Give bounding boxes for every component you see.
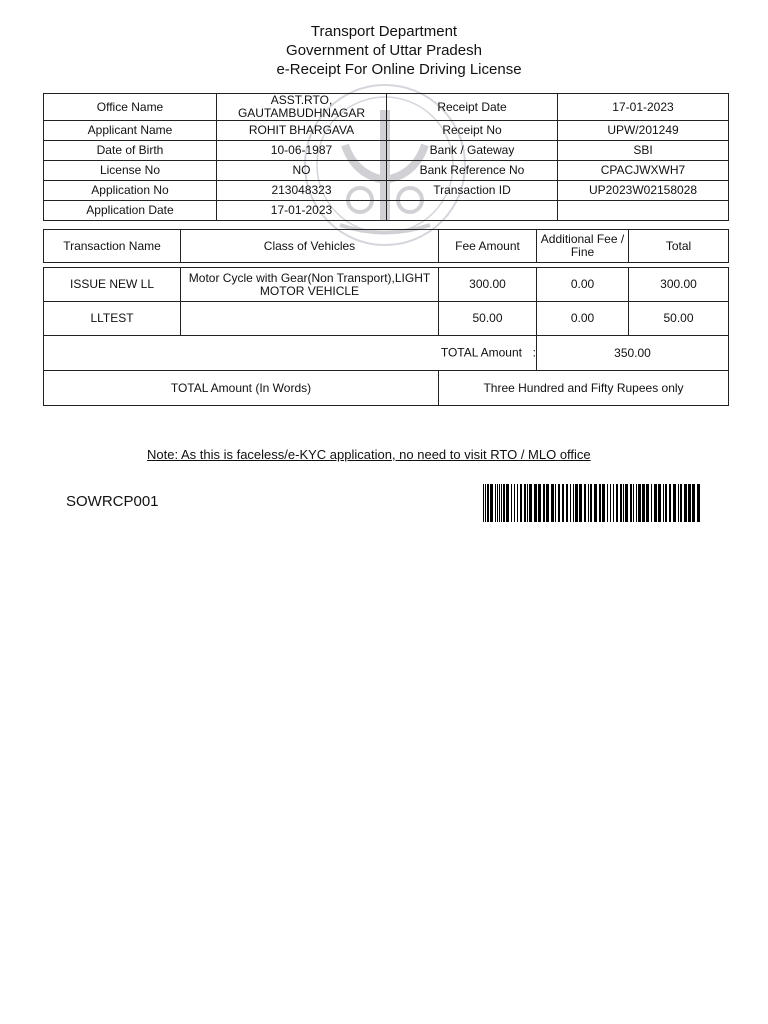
info-value: 17-01-2023 (217, 201, 387, 221)
info-label: Applicant Name (44, 121, 217, 141)
info-value: UPW/201249 (558, 121, 729, 141)
vehicle-class-cell (181, 302, 439, 336)
info-row (44, 94, 729, 121)
info-value: ROHIT BHARGAVA (217, 121, 387, 141)
fee-row (44, 268, 729, 302)
info-value: CPACJWXWH7 (558, 161, 729, 181)
info-label (387, 201, 558, 221)
total-cell: 50.00 (629, 302, 729, 336)
header-receipt-title (0, 61, 768, 79)
grand-total-label-cell (44, 336, 537, 371)
additional-fee-cell: 0.00 (537, 302, 629, 336)
info-label: Receipt Date (387, 94, 558, 121)
col-total: Total (629, 230, 729, 263)
info-value: UP2023W02158028 (558, 181, 729, 201)
barcode-icon (483, 484, 703, 522)
info-label: Date of Birth (44, 141, 217, 161)
info-row (44, 141, 729, 161)
info-label: Application No (44, 181, 217, 201)
info-value (558, 201, 729, 221)
additional-fee-cell: 0.00 (537, 268, 629, 302)
info-label: Receipt No (387, 121, 558, 141)
info-label: Application Date (44, 201, 217, 221)
info-row (44, 181, 729, 201)
amount-in-words-value: Three Hundred and Fifty Rupees only (439, 371, 729, 406)
info-row (44, 121, 729, 141)
header-government: Government of Uttar Pradesh (286, 42, 482, 59)
col-additional-fee: Additional Fee / Fine (537, 230, 629, 263)
info-label: Bank Reference No (387, 161, 558, 181)
amount-in-words-row (44, 371, 729, 406)
info-value: NO (217, 161, 387, 181)
col-fee-amount: Fee Amount (439, 230, 537, 263)
faceless-note: Note: As this is faceless/e-KYC application, no need to visit RTO / MLO office (147, 447, 591, 462)
col-transaction-name: Transaction Name (44, 230, 181, 263)
info-value: ASST.RTO, GAUTAMBUDHNAGAR (217, 94, 387, 121)
header-department: Transport Department (310, 23, 458, 40)
info-row (44, 161, 729, 181)
fee-amount-cell: 50.00 (439, 302, 537, 336)
info-label: Transaction ID (387, 181, 558, 201)
fee-amount-cell: 300.00 (439, 268, 537, 302)
total-cell: 300.00 (629, 268, 729, 302)
info-label: Office Name (44, 94, 217, 121)
info-value: 10-06-1987 (217, 141, 387, 161)
vehicle-class-cell: Motor Cycle with Gear(Non Transport),LIGHT MOTOR VEHICLE (181, 268, 439, 302)
transaction-name-cell: LLTEST (44, 302, 181, 336)
info-row (44, 201, 729, 221)
info-value: 17-01-2023 (558, 94, 729, 121)
fee-header-row (44, 230, 729, 263)
grand-total-value: 350.00 (537, 336, 729, 371)
amount-in-words-label: TOTAL Amount (In Words) (44, 371, 439, 406)
receipt-title-text: e-Receipt For Online Driving License (276, 61, 522, 78)
info-value: SBI (558, 141, 729, 161)
info-label: License No (44, 161, 217, 181)
fee-details-table (43, 229, 729, 406)
info-value: 213048323 (217, 181, 387, 201)
fee-row (44, 302, 729, 336)
col-class-of-vehicles: Class of Vehicles (181, 230, 439, 263)
applicant-info-table (43, 93, 729, 221)
grand-total-row (44, 336, 729, 371)
reference-code: SOWRCP001 (66, 493, 159, 510)
transaction-name-cell: ISSUE NEW LL (44, 268, 181, 302)
grand-total-colon: : (532, 345, 536, 360)
grand-total-label: TOTAL Amount (440, 345, 522, 360)
info-label: Bank / Gateway (387, 141, 558, 161)
